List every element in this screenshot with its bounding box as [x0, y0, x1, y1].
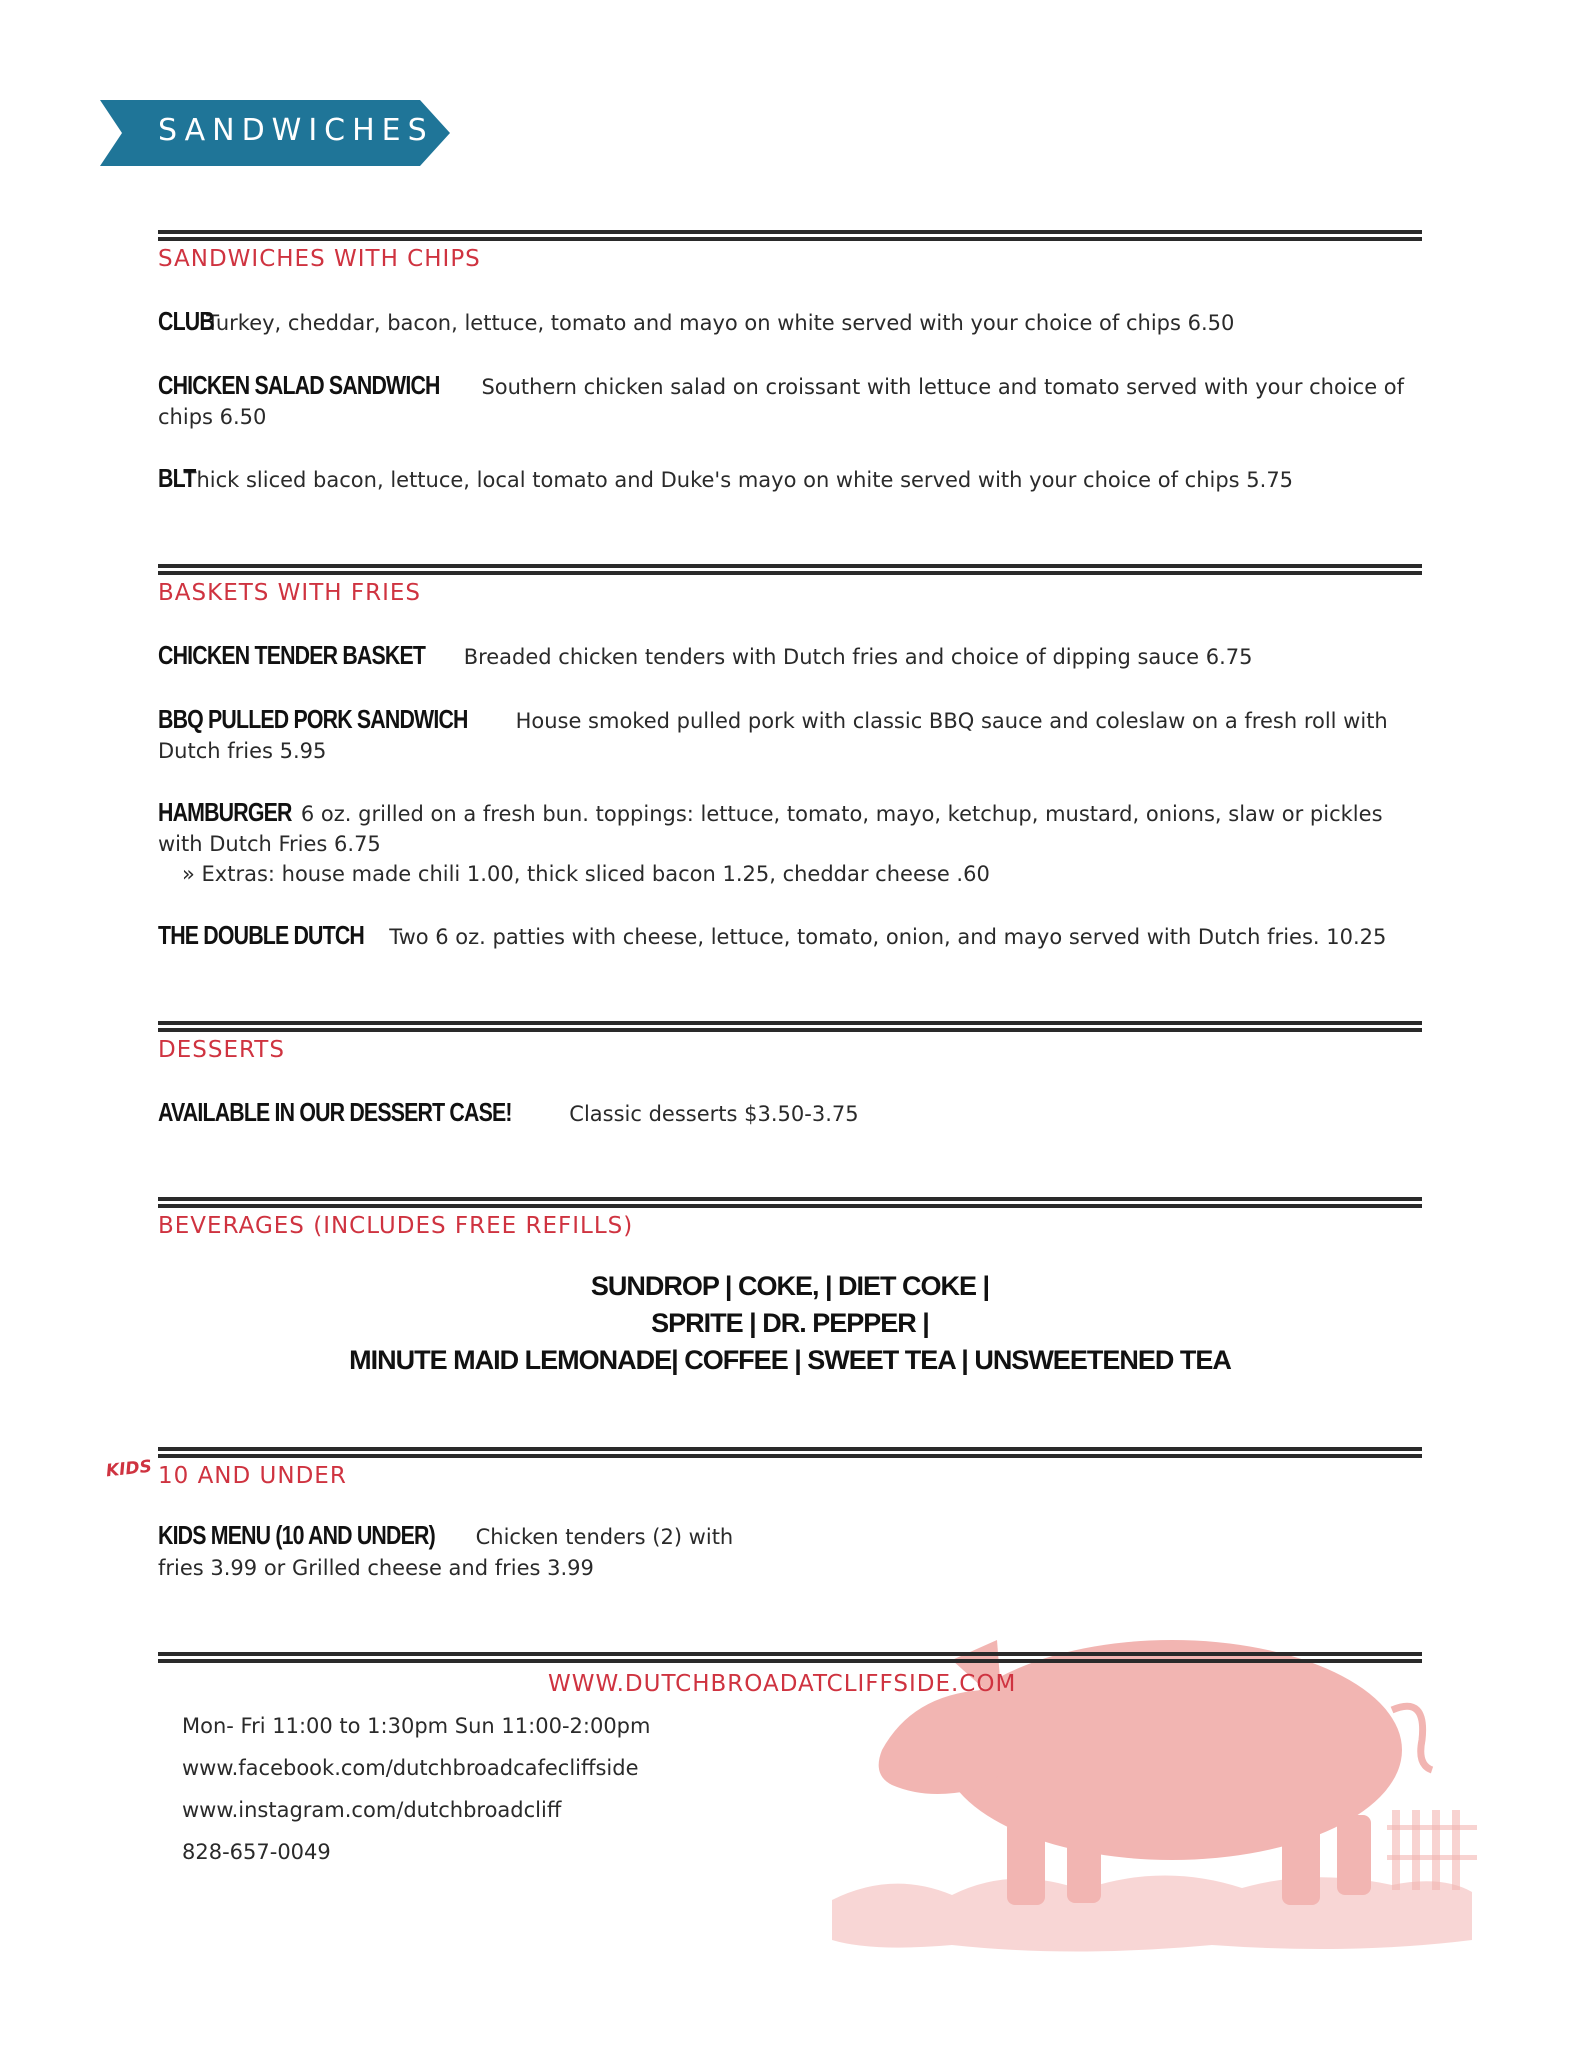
item-description: 6 oz. grilled on a fresh bun. toppings: lettuce, tomato, mayo, ketchup, mustard, onions, slaw or pickles with Dutch Fries 6.75	[158, 802, 1383, 856]
section-title-beverages: BEVERAGES (INCLUDES FREE REFILLS)	[158, 1213, 634, 1239]
item-name: CHICKEN TENDER BASKET	[158, 640, 426, 670]
section-title-chips: SANDWICHES WITH CHIPS	[158, 246, 481, 272]
menu-item	[158, 797, 1408, 859]
item-description: Two 6 oz. patties with cheese, lettuce, tomato, onion, and mayo served with Dutch fries. 10.25	[389, 925, 1387, 949]
menu-item	[158, 704, 1408, 766]
item-name: KIDS MENU (10 AND UNDER)	[158, 1520, 435, 1550]
section-title-kids: 10 AND UNDER	[158, 1463, 347, 1489]
item-name: CHICKEN SALAD SANDWICH	[158, 370, 440, 400]
kids-tag: KIDS	[105, 1456, 153, 1482]
item-description: Thick sliced bacon, lettuce, local tomato and Duke's mayo on white served with your choice of chips 5.75	[183, 468, 1294, 492]
menu-item	[158, 640, 1408, 672]
item-description: House smoked pulled pork with classic BBQ sauce and coleslaw on a fresh roll with Dutch fries 5.95	[158, 709, 1388, 763]
menu-item	[158, 306, 1408, 338]
item-name: THE DOUBLE DUTCH	[158, 920, 364, 950]
item-description: Breaded chicken tenders with Dutch fries and choice of dipping sauce 6.75	[463, 645, 1253, 669]
item-description: Classic desserts $3.50-3.75	[569, 1102, 859, 1126]
section-divider	[158, 230, 1422, 241]
beverage-line: SUNDROP | COKE, | DIET COKE |	[590, 1271, 990, 1301]
beverage-line: MINUTE MAID LEMONADE| COFFEE | SWEET TEA | UNSWEETENED TEA	[349, 1345, 1231, 1375]
section-banner	[100, 100, 450, 166]
instagram-link[interactable]: www.instagram.com/dutchbroadcliff	[182, 1798, 562, 1822]
facebook-link[interactable]: www.facebook.com/dutchbroadcafecliffside	[182, 1756, 639, 1780]
item-name: BLT	[158, 463, 196, 493]
section-divider	[158, 564, 1422, 575]
section-divider	[158, 1021, 1422, 1032]
section-title-fries: BASKETS WITH FRIES	[158, 580, 421, 606]
menu-item	[158, 463, 1408, 495]
item-description: Southern chicken salad on croissant with lettuce and tomato served with your choice of chips 6.50	[158, 375, 1405, 429]
item-extras: » Extras: house made chili 1.00, thick sliced bacon 1.25, cheddar cheese .60	[182, 862, 990, 886]
menu-item	[158, 1097, 1408, 1129]
item-description: Turkey, cheddar, bacon, lettuce, tomato and mayo on white served with your choice of chips 6.50	[206, 311, 1235, 335]
menu-item	[158, 370, 1408, 432]
item-name: HAMBURGER	[158, 797, 292, 827]
item-description: Chicken tenders (2) with	[475, 1525, 734, 1549]
section-divider	[158, 1197, 1422, 1208]
website-link[interactable]: WWW.DUTCHBROADATCLIFFSIDE.COM	[548, 1671, 1017, 1697]
item-name: BBQ PULLED PORK SANDWICH	[158, 704, 468, 734]
item-name: AVAILABLE IN OUR DESSERT CASE!	[158, 1097, 512, 1127]
item-name: CLUB	[158, 306, 214, 336]
hours-text: Mon- Fri 11:00 to 1:30pm Sun 11:00-2:00pm	[182, 1714, 651, 1738]
section-divider	[158, 1652, 1422, 1663]
menu-item	[158, 1520, 798, 1552]
menu-item	[158, 920, 1408, 952]
phone-number: 828-657-0049	[182, 1840, 331, 1864]
section-divider	[158, 1447, 1422, 1458]
beverage-line: SPRITE | DR. PEPPER |	[651, 1308, 929, 1338]
banner-title: SANDWICHES	[158, 113, 434, 148]
section-title-desserts: DESSERTS	[158, 1037, 285, 1063]
menu-item-continued: fries 3.99 or Grilled cheese and fries 3.99	[158, 1556, 594, 1580]
